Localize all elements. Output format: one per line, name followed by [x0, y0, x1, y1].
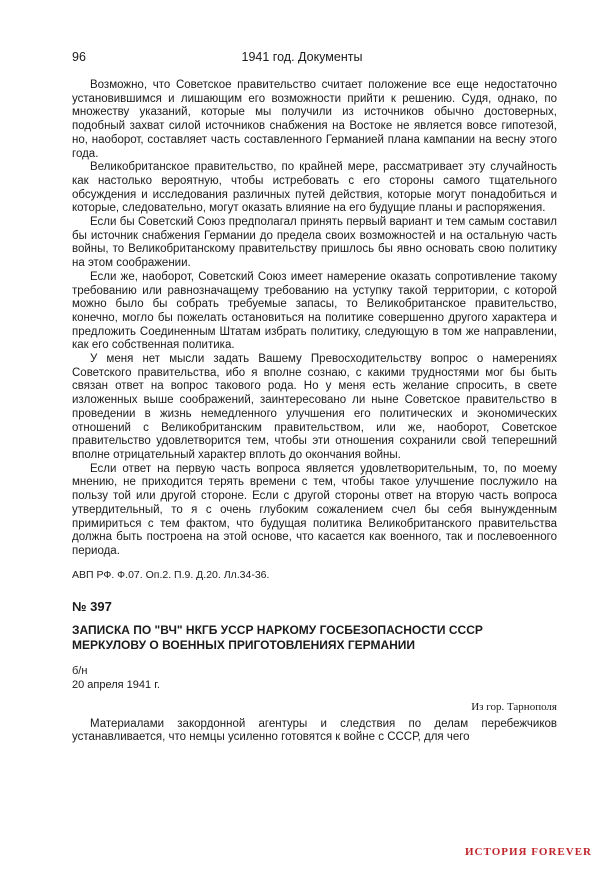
paragraph: Если бы Советский Союз предполагал принять первый вариант и тем самым составил бы источник снабжения Германии до предела своих возможностей и на остальную часть войны, то Великобританскому правительству пришлось бы явно основать свою политику на этом соображении.	[72, 216, 557, 270]
page-number: 96	[72, 50, 86, 64]
watermark: ИСТОРИЯ FOREVER	[465, 846, 592, 858]
document-number: № 397	[72, 598, 112, 614]
paragraph: У меня нет мысли задать Вашему Превосходительству вопрос о намерениях Советского правительства, ибо я вполне сознаю, с какими трудностями мог бы быть связан ответ на вопрос такового рода. Но у меня есть желание спросить, в свете изложенных выше соображений, заинтересовано ли ныне Советское правительство в проведении в жизнь немедленного улучшения его политических и экономических отношений с Великобританским правительством, или же, наоборот, Советское правительство удовлетворится тем, чтобы эти отношения сохранили свой теперешний вполне отрицательный характер вплоть до окончания войны.	[72, 353, 557, 461]
document-date: 20 апреля 1941 г.	[72, 678, 160, 691]
running-head	[72, 49, 532, 65]
running-title: 1941 год. Документы	[241, 50, 363, 64]
paragraph: Великобританское правительство, по крайней мере, рассматривает эту случайность как настолько вероятную, чтобы истребовать с его стороны самого тщательного обсуждения и исследования различных путей действия, которые могут понадобиться и которые, следовательно, могут оказать влияние на его будущие планы и распоряжения.	[72, 161, 557, 215]
document-title: ЗАПИСКА ПО "ВЧ" НКГБ УССР НАРКОМУ ГОСБЕЗОПАСНОСТИ СССР МЕРКУЛОВУ О ВОЕННЫХ ПРИГОТОВЛЕНИЯХ ГЕРМАНИИ	[72, 622, 483, 653]
document-place: Из гор. Тарнополя	[471, 700, 557, 713]
text-body	[72, 79, 557, 745]
document-reference: б/н	[72, 664, 88, 677]
paragraph: Если ответ на первую часть вопроса является удовлетворительным, то, по моему мнению, не приходится терять времени с тем, чтобы такое улучшение послужило на пользу той или другой стороне. Если с другой стороны ответ на вторую часть вопроса утвердительный, то я с очень глубоким сожалением счел бы себя вынужденным примириться с тем фактом, что будущая политика Великобританского правительства должна быть построена на этой основе, что касается как военного, так и послевоенного периода.	[72, 462, 557, 557]
paragraph: Если же, наоборот, Советский Союз имеет намерение оказать сопротивление такому требованию или равнозначащему требованию на уступку такой территории, с которой можно было бы собрать требуемые запасы, то Великобританское правительство, конечно, могло бы пожелать остановиться на политике совершенно другого характера и предложить Соединенным Штатам избрать политику, следующую в том же направлении, как его собственная политика.	[72, 270, 557, 352]
archive-source: АВП РФ. Ф.07. Оп.2. П.9. Д.20. Лл.34-36.	[72, 568, 270, 581]
paragraph: Материалами закордонной агентуры и следствия по делам перебежчиков устанавливается, что немцы усиленно готовятся к войне с СССР, для чего	[72, 717, 557, 744]
paragraph: Возможно, что Советское правительство считает положение все еще недостаточно установившимся и лишающим его возможности прийти к решению. Судя, однако, по множеству указаний, которые мы получили из источников обычно достоверных, подобный захват силой источников снабжения на Востоке не является вовсе гипотезой, но, наоборот, составляет часть составленного Германией плана кампании на весну этого года.	[72, 79, 557, 160]
